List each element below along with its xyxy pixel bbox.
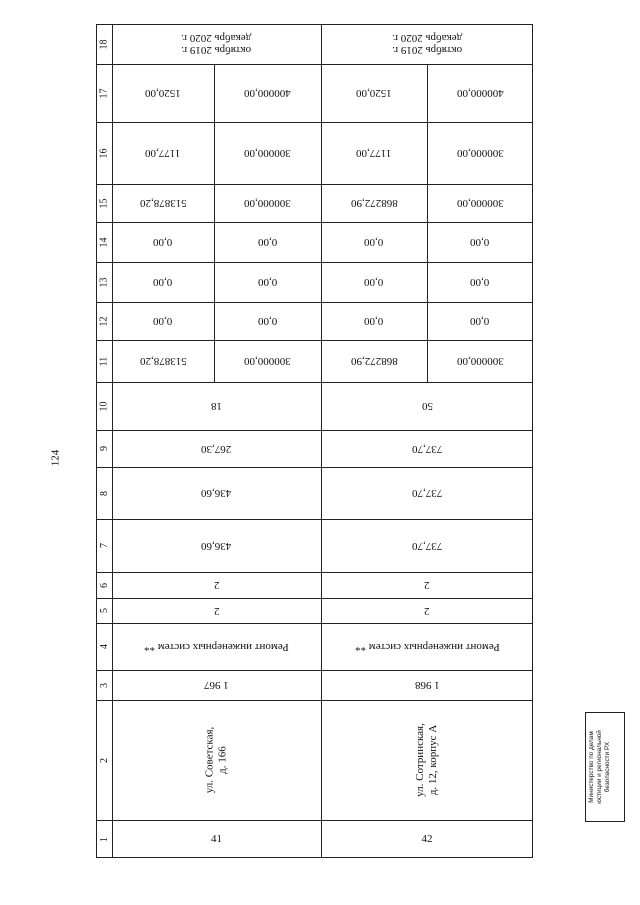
stamp-line: безопасности РХ [604,741,611,793]
stamp-line: юстиции и региональной [596,730,603,804]
floors-cell: 2 [424,604,430,617]
cost-cell: 0,00 [257,236,278,248]
column-number: 3 [98,682,110,688]
cost-cell: 400000,00 [244,87,291,99]
living-area-cell: 737,70 [411,487,443,499]
cost-cell: 0,00 [153,276,173,288]
stamp-line: Министерство по делам [588,731,595,803]
entrances-cell: 2 [213,579,220,591]
cost-cell: 1520,00 [145,87,181,99]
cost-cell: 0,00 [470,315,490,327]
year-built-cell: 1 968 [414,679,440,691]
cost-cell: 1177,00 [145,147,181,159]
column-number: 9 [98,446,110,451]
column-number: 10 [98,401,110,411]
column-number: 5 [98,608,110,613]
living-area-cell: 436,60 [201,487,232,499]
cost-cell: 0,00 [364,236,384,248]
column-number: 11 [98,356,110,366]
address-cell: ул. Советская, д. 166 [203,726,229,794]
cost-cell: 0,00 [153,315,173,327]
column-number: 16 [98,148,110,158]
cost-cell: 1520,00 [356,87,392,99]
cost-cell: 0,00 [257,276,278,288]
residential-area-cell: 737,70 [411,442,443,455]
cost-cell: 0,00 [364,276,384,288]
column-number: 6 [98,582,110,588]
column-number: 13 [98,277,110,287]
cost-cell: 300000,00 [456,355,504,367]
total-area-cell: 737,70 [411,539,443,552]
column-number: 4 [98,644,110,649]
cost-cell: 513878,20 [139,355,187,367]
work-type-cell: Ремонт инженерных систем ** [144,640,289,653]
page-number: 124 [49,449,61,467]
residential-area-cell: 267,30 [201,442,232,455]
column-number: 7 [98,543,110,548]
work-type-cell: Ремонт инженерных систем ** [354,640,500,653]
column-number: 15 [98,198,110,208]
cost-cell: 300000,00 [244,197,291,209]
column-number: 1 [98,836,110,842]
column-number: 17 [98,88,110,98]
cost-cell: 0,00 [364,315,384,327]
floors-cell: 2 [213,604,220,617]
address-cell: ул. Сотринская, д. 12, корпус А [413,723,439,797]
column-number: 2 [98,757,110,763]
column-number: 8 [98,490,110,496]
entrances-cell: 2 [424,579,430,591]
deadline-cell: октябрь 2019 г. декабрь 2020 г. [181,32,252,56]
deadline-cell: октябрь 2019 г. декабрь 2020 г. [391,32,463,56]
cost-cell: 300000,00 [244,147,291,159]
cost-cell: 300000,00 [456,147,504,159]
row-number: 42 [421,833,433,845]
cost-cell: 868272,90 [350,197,398,209]
cost-cell: 1177,00 [356,147,392,159]
cost-cell: 400000,00 [456,87,504,99]
cost-cell: 0,00 [470,276,490,288]
residents-cell: 18 [211,400,222,412]
column-number: 14 [98,237,110,247]
cost-cell: 0,00 [470,236,490,248]
cost-cell: 513878,20 [139,197,187,209]
total-area-cell: 436,60 [201,539,232,552]
row-number: 41 [211,833,222,845]
cost-cell: 300000,00 [456,197,504,209]
cost-cell: 868272,90 [350,355,398,367]
residents-cell: 50 [421,400,433,412]
column-number: 18 [98,39,110,49]
cost-cell: 0,00 [257,315,278,327]
cost-cell: 0,00 [153,236,173,248]
column-number: 12 [98,316,110,326]
year-built-cell: 1 967 [204,679,229,691]
cost-cell: 300000,00 [244,355,291,367]
